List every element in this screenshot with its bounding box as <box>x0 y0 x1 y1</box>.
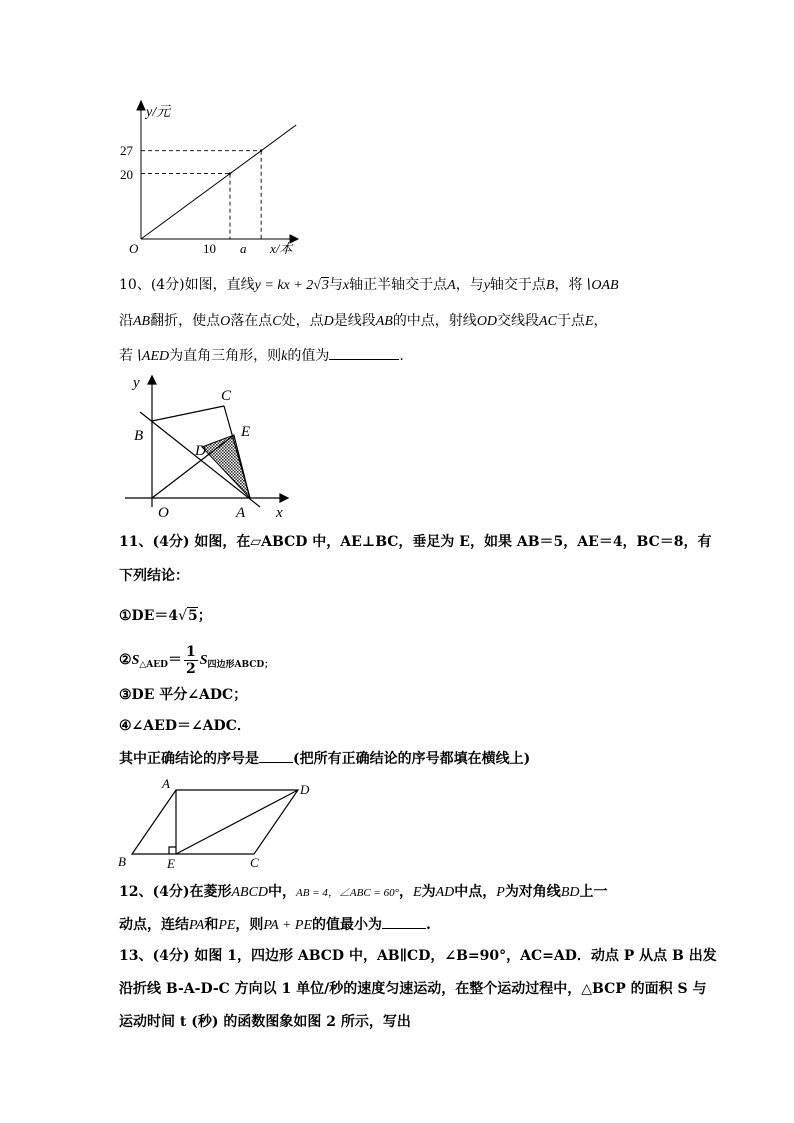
q12-text: 的值最小为 <box>312 917 383 933</box>
var-E: E <box>584 314 594 329</box>
var-BD: BD <box>560 885 580 900</box>
label-O: O <box>158 505 169 521</box>
q11-line1: 11、(4分) 如图，在▱ABCD 中，AE⊥BC，垂足为 E，如果 AB＝5，AE＝4，BC＝8，有 <box>119 534 712 550</box>
q11-conclusion-4: ④∠AED＝∠ADC． <box>119 718 251 734</box>
q12-text: 为 <box>421 884 436 900</box>
q10-text: 轴交于点 <box>489 277 546 293</box>
c2-sub2: 四边形ABCD <box>207 660 265 670</box>
q12-text: 为对角线 <box>504 884 561 900</box>
x-tick-label-a: a <box>240 241 247 256</box>
label-B: B <box>134 428 144 444</box>
var-AB: AB <box>133 314 151 329</box>
c2-sub: △AED <box>139 660 168 670</box>
x-axis-arrow <box>280 494 288 502</box>
y-axis-arrow <box>137 101 145 110</box>
c2-eq: ＝ <box>167 652 182 668</box>
q10-text: ，将 <box>554 277 583 293</box>
c2-den: 2 <box>185 660 196 677</box>
var-A: A <box>447 278 456 293</box>
q10-text: 翻折，使点 <box>150 313 221 329</box>
q10-end: . <box>399 348 404 364</box>
var-AD: AD <box>435 885 455 900</box>
var-O: O <box>220 314 231 329</box>
label-E: E <box>167 856 175 871</box>
q10-text: ，与 <box>455 277 484 293</box>
label-A: A <box>236 505 246 521</box>
eq-kx: kx <box>277 278 290 293</box>
var-D: D <box>323 314 334 329</box>
price-quantity-graph <box>120 98 310 258</box>
q11-ask: 其中正确结论的序号是 <box>119 751 259 767</box>
q11-conclusion-2 <box>119 640 273 685</box>
var-C: C <box>272 314 282 329</box>
c1-end: ； <box>197 608 212 624</box>
var-x: x <box>342 278 350 293</box>
q10-text: 的值为 <box>287 348 330 364</box>
q10-text: 落在点 <box>230 313 273 329</box>
q10-text: 轴正半轴交于点 <box>349 277 448 293</box>
label-x: x <box>276 505 283 521</box>
data-line <box>141 125 296 239</box>
var-B: B <box>545 278 555 293</box>
x-tick-label-10: 10 <box>203 241 216 256</box>
y-axis-label: y/元 <box>146 105 171 120</box>
q10-text: 为直角三角形，则 <box>169 348 282 364</box>
q10-text: 于点 <box>556 313 585 329</box>
eq-root: 3 <box>321 278 329 293</box>
segment-BC <box>152 406 224 421</box>
q10-text: 交线段 <box>497 313 540 329</box>
y-tick-label-20: 20 <box>120 167 133 182</box>
q12-text: 中， <box>268 884 297 900</box>
c2-end: ； <box>264 660 274 670</box>
c2-fraction <box>184 644 198 677</box>
var-triangle-AED: ∖AED <box>133 349 170 364</box>
data-point-1 <box>229 172 231 174</box>
data-point-2 <box>260 150 262 152</box>
q10-text: 的中点，射线 <box>392 313 477 329</box>
c2-S: S <box>131 653 140 668</box>
label-E: E <box>241 424 251 440</box>
var-P: P <box>496 885 505 900</box>
c2-S2: S <box>199 653 208 668</box>
q11-question <box>119 748 530 769</box>
c2-text: ② <box>119 652 132 668</box>
segment-ED <box>176 790 298 854</box>
q12-answer-blank[interactable] <box>382 914 426 929</box>
label-A: A <box>162 776 170 791</box>
var-PA: PA <box>189 918 205 933</box>
q10-text: 若 <box>119 348 133 364</box>
eq-equals: = <box>260 278 278 293</box>
q10-line2 <box>119 311 608 332</box>
label-D: D <box>300 782 310 797</box>
c2-num: 1 <box>185 643 196 660</box>
origin-label: O <box>129 241 139 256</box>
q10-text: 沿 <box>119 313 133 329</box>
var-AB: AB <box>375 314 393 329</box>
parallelogram-ABCD <box>132 790 298 854</box>
right-angle-mark <box>169 847 176 854</box>
label-C: C <box>250 855 259 870</box>
q11-ask-end: (把所有正确结论的序号都填在横线上) <box>293 751 531 767</box>
var-AC: AC <box>539 314 557 329</box>
q11-conclusion-1: ①DE＝4√5； <box>119 608 212 624</box>
eq-y: y <box>254 278 261 293</box>
q12-text: 上一 <box>579 884 608 900</box>
var-PE: PE <box>218 918 236 933</box>
q10-answer-blank[interactable] <box>329 345 399 360</box>
q13-line2: 沿折线 B-A-D-C 方向以 1 单位/秒的速度匀速运动，在整个运动过程中，△BCP 的面积 S 与 <box>119 981 707 997</box>
y-tick-label-27: 27 <box>120 143 133 158</box>
label-B: B <box>118 854 126 869</box>
label-C: C <box>221 388 232 404</box>
q12-text: ，则 <box>235 917 264 933</box>
q12-line2 <box>119 914 431 936</box>
q12-end: . <box>426 917 431 933</box>
var-OD: OD <box>476 314 498 329</box>
q12-line1 <box>119 882 607 903</box>
q10-figure <box>120 372 300 527</box>
var-triangle-OAB: ∖OAB <box>582 278 619 293</box>
q12-text: 动点，连结 <box>119 917 189 933</box>
q10-text: 与 <box>328 277 343 293</box>
q11-line2: 下列结论： <box>119 568 189 584</box>
var-ABCD: ABCD <box>231 885 269 900</box>
q12-number: 12、(4分) <box>119 884 190 900</box>
label-y: y <box>133 375 140 391</box>
y-axis-arrow <box>148 376 156 384</box>
q12-given: AB = 4，∠ABC = 60° <box>296 887 400 899</box>
q12-text: ， <box>399 884 414 900</box>
q10-text: 如图，直线 <box>184 277 255 293</box>
q10-text: 处，点 <box>281 313 324 329</box>
var-E: E <box>413 885 422 900</box>
label-D: D <box>195 443 206 459</box>
var-PA-plus-PE: PA + PE <box>263 918 313 933</box>
q12-text: 中点， <box>454 884 497 900</box>
q12-text: 在菱形 <box>189 884 232 900</box>
var-y: y <box>483 278 490 293</box>
q13-line3: 运动时间 t (秒) 的函数图象如图 2 所示，写出 <box>119 1014 411 1030</box>
c1-text: ①DE＝4 <box>119 608 179 624</box>
x-axis-label: x/本 <box>270 241 293 256</box>
eq-plus: + 2 <box>289 278 314 293</box>
q10-text: 是线段 <box>333 313 376 329</box>
q13-line1: 13、(4分) 如图 1，四边形 ABCD 中，AB∥CD，∠B=90°，AC=AD．动点 P 从点 B 出发 <box>119 948 717 964</box>
q11-conclusion-3: ③DE 平分∠ADC； <box>119 687 248 703</box>
var-k: k <box>281 349 288 364</box>
q10-equation: y = kx + 2√3 <box>254 278 329 293</box>
q10-line1 <box>119 275 619 296</box>
q10-number: 10、(4分) <box>119 277 185 293</box>
q10-text: ， <box>593 313 608 329</box>
q12-text: 和 <box>204 917 219 933</box>
c1-root: 5 <box>188 608 198 624</box>
q11-answer-blank[interactable] <box>259 748 293 763</box>
q11-parallelogram-figure <box>116 776 316 872</box>
q10-line3 <box>119 345 404 367</box>
